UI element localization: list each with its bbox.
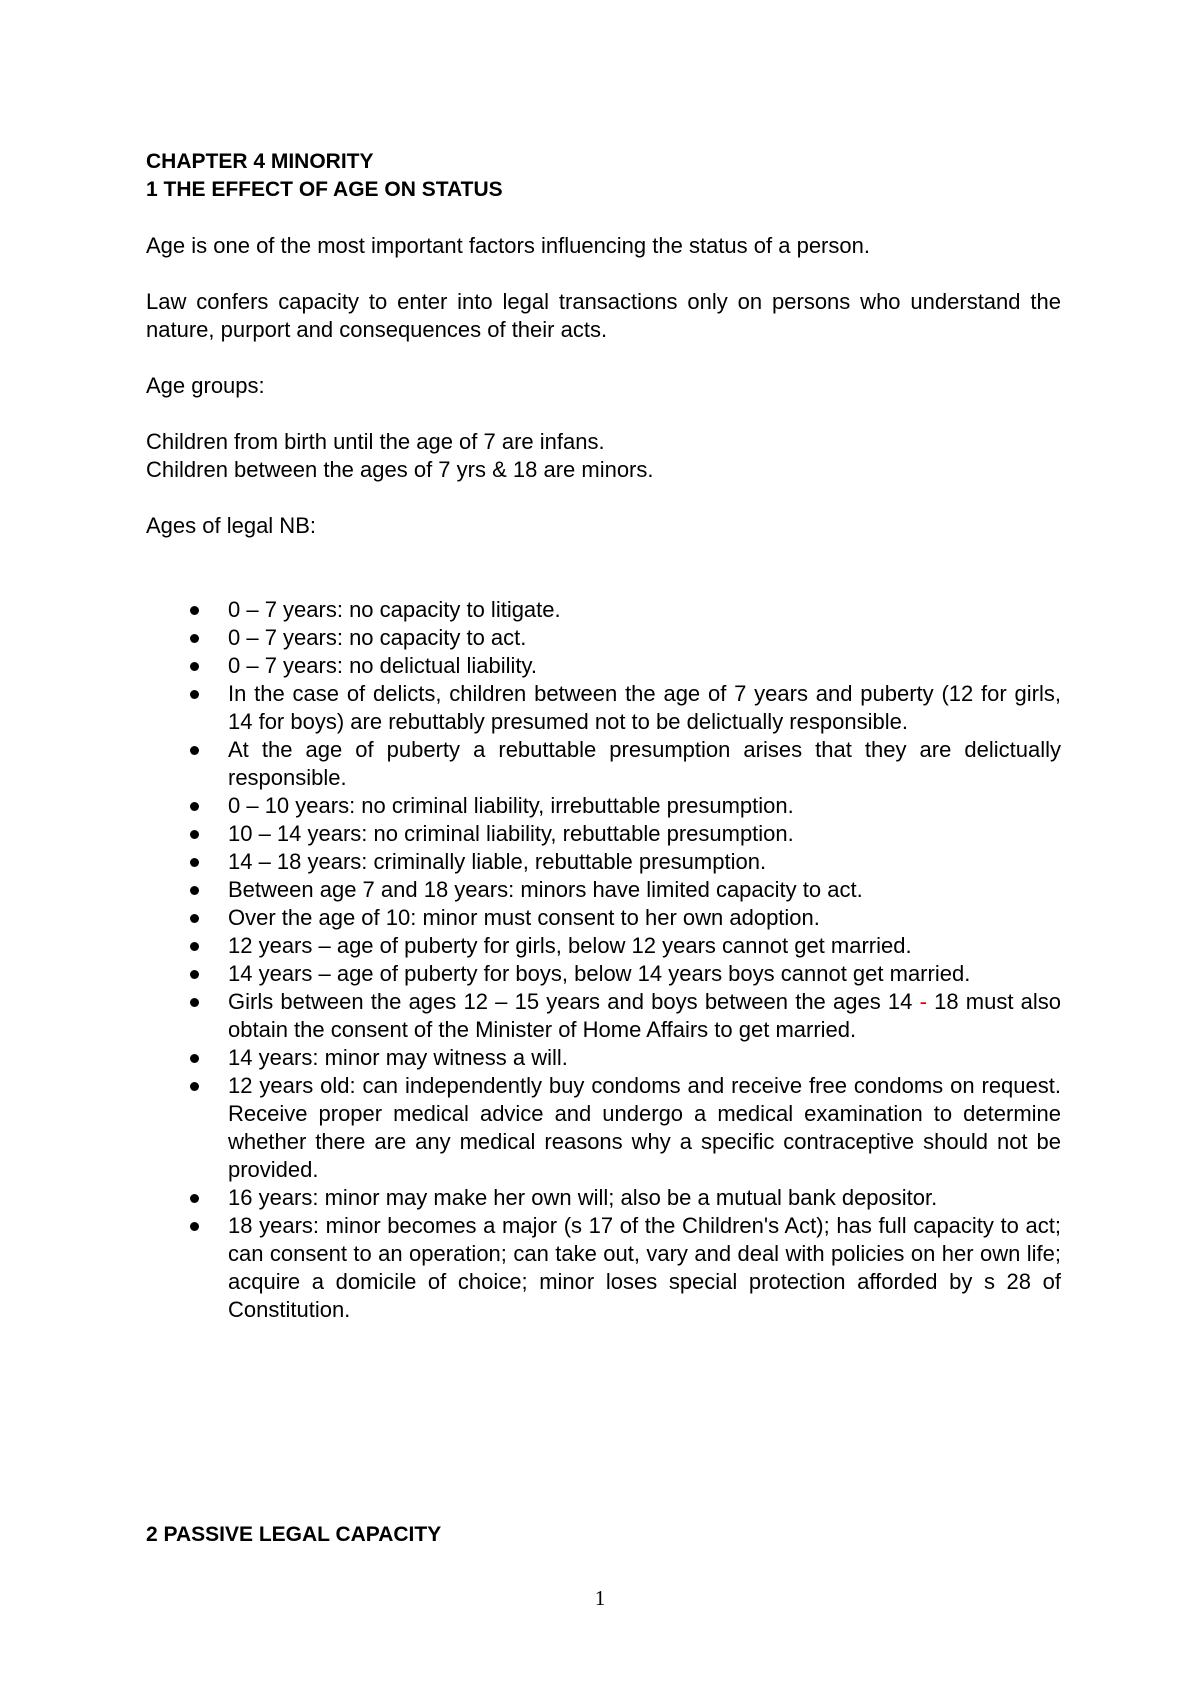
list-item: 0 – 7 years: no delictual liability. [146,652,1061,680]
infans-line: Children from birth until the age of 7 are infans. [146,429,605,454]
bullet-icon [190,634,199,643]
bullet-icon [190,998,199,1007]
list-item: 0 – 7 years: no capacity to act. [146,624,1061,652]
bullet-icon [190,1194,199,1203]
list-item: In the case of delicts, children between the age of 7 years and puberty (12 for girls, 14 for boys) are rebuttably presumed not to be delictually responsible. [146,680,1061,736]
bullet-icon [190,1054,199,1063]
bullet-icon [190,942,199,951]
bullet-icon [190,662,199,671]
list-item: 10 – 14 years: no criminal liability, rebuttable presumption. [146,820,1061,848]
list-item: 16 years: minor may make her own will; also be a mutual bank depositor. [146,1184,1061,1212]
age-groups-label: Age groups: [146,373,265,398]
list-item: Over the age of 10: minor must consent to her own adoption. [146,904,1061,932]
paragraph-age-factor: Age is one of the most important factors influencing the status of a person. [146,233,870,258]
page-number: 1 [594,1586,606,1610]
bullet-icon [190,690,199,699]
list-item: 12 years old: can independently buy condoms and receive free condoms on request. Receive proper medical advice and undergo a medical examination to determine whether there are any medical reasons why a specific contraceptive should not be provided. [146,1072,1061,1184]
section-2 [146,1521,441,1549]
list-item: Girls between the ages 12 – 15 years and boys between the ages 14 - 18 must also obtain the consent of the Minister of Home Affairs to get married. [146,988,1061,1044]
bullet-icon [190,746,199,755]
list-item: 18 years: minor becomes a major (s 17 of the Children's Act); has full capacity to act; can consent to an operation; can take out, vary and deal with policies on her own life; acquire a domicile of choice; minor loses special protection afforded by s 28 of Constitution. [146,1212,1061,1324]
minors-line: Children between the ages of 7 yrs & 18 are minors. [146,457,654,482]
bullet-icon [190,970,199,979]
bullet-icon [190,1222,199,1231]
list-item: At the age of puberty a rebuttable presumption arises that they are delictually responsible. [146,736,1061,792]
list-item: 14 – 18 years: criminally liable, rebuttable presumption. [146,848,1061,876]
ages-nb-label: Ages of legal NB: [146,513,316,538]
bullet-icon [190,858,199,867]
ages-bullet-list [146,596,1061,1324]
list-item: 14 years – age of puberty for boys, below 14 years boys cannot get married. [146,960,1061,988]
chapter-title: CHAPTER 4 MINORITY [146,150,374,173]
list-item: 0 – 10 years: no criminal liability, irrebuttable presumption. [146,792,1061,820]
list-item: Between age 7 and 18 years: minors have limited capacity to act. [146,876,1061,904]
section-title: 1 THE EFFECT OF AGE ON STATUS [146,178,503,201]
list-item: 12 years – age of puberty for girls, below 12 years cannot get married. [146,932,1061,960]
list-item: 0 – 7 years: no capacity to litigate. [146,596,1061,624]
document-page [146,148,1061,1324]
bullet-icon [190,886,199,895]
list-item: 14 years: minor may witness a will. [146,1044,1061,1072]
bullet-icon [190,914,199,923]
paragraph-capacity: Law confers capacity to enter into legal transactions only on persons who understand the nature, purport and consequences of their acts. [146,289,1061,342]
section-2-title: 2 PASSIVE LEGAL CAPACITY [146,1523,442,1546]
bullet-icon [190,606,199,615]
red-dash: - [919,989,927,1014]
bullet-icon [190,830,199,839]
bullet-icon [190,1082,199,1091]
bullet-icon [190,802,199,811]
